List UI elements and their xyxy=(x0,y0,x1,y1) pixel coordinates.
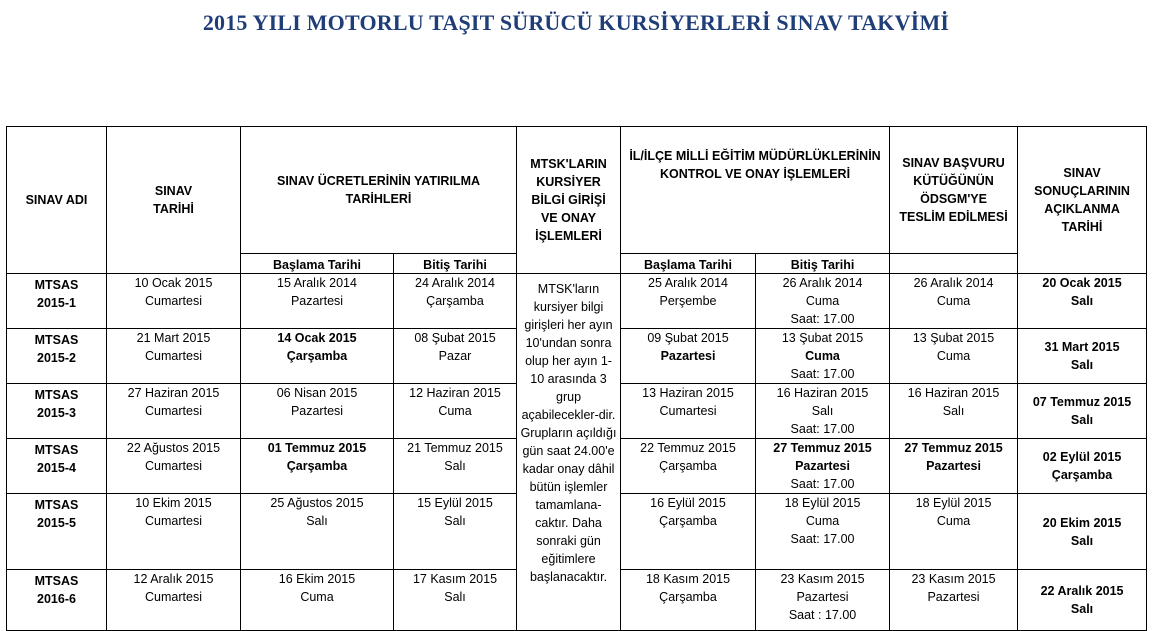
meb-end-cell: 23 Kasım 2015 Pazartesi Saat : 17.00 xyxy=(756,570,890,631)
fee-end-cell: 08 Şubat 2015 Pazar xyxy=(394,329,517,384)
result-cell: 20 Ocak 2015 Salı xyxy=(1018,274,1147,329)
header-meb-control: İL/İLÇE MİLLİ EĞİTİM MÜDÜRLÜKLERİNİN KONTROL VE ONAY İŞLEMLERİ xyxy=(621,127,890,254)
exam-date-cell: 10 Ekim 2015 Cumartesi xyxy=(107,494,241,570)
header-meb-end: Bitiş Tarihi xyxy=(756,254,890,274)
header-mtsk: MTSK'LARIN KURSİYER BİLGİ GİRİŞİ VE ONAY İŞLEMLERİ xyxy=(517,127,621,274)
exam-date-cell: 12 Aralık 2015 Cumartesi xyxy=(107,570,241,631)
exam-name-cell: MTSAS 2015-4 xyxy=(7,439,107,494)
header-row xyxy=(7,127,1147,254)
fee-start-cell: 15 Aralık 2014 Pazartesi xyxy=(241,274,394,329)
exam-name-cell: MTSAS 2015-1 xyxy=(7,274,107,329)
application-cell: 16 Haziran 2015 Salı xyxy=(890,384,1018,439)
header-fee-start: Başlama Tarihi xyxy=(241,254,394,274)
header-exam-date: SINAV TARİHİ xyxy=(107,127,241,274)
fee-start-cell: 01 Temmuz 2015 Çarşamba xyxy=(241,439,394,494)
exam-name-cell: MTSAS 2016-6 xyxy=(7,570,107,631)
exam-name-cell: MTSAS 2015-5 xyxy=(7,494,107,570)
meb-start-cell: 16 Eylül 2015 Çarşamba xyxy=(621,494,756,570)
fee-end-cell: 24 Aralık 2014 Çarşamba xyxy=(394,274,517,329)
fee-end-cell: 12 Haziran 2015 Cuma xyxy=(394,384,517,439)
meb-end-cell: 27 Temmuz 2015 Pazartesi Saat: 17.00 xyxy=(756,439,890,494)
meb-end-cell: 13 Şubat 2015 Cuma Saat: 17.00 xyxy=(756,329,890,384)
application-cell: 27 Temmuz 2015 Pazartesi xyxy=(890,439,1018,494)
page-title: 2015 YILI MOTORLU TAŞIT SÜRÜCÜ KURSİYERLERİ SINAV TAKVİMİ xyxy=(202,10,950,35)
header-application: SINAV BAŞVURU KÜTÜĞÜNÜN ÖDSGM'YE TESLİM EDİLMESİ xyxy=(890,127,1018,254)
fee-start-cell: 14 Ocak 2015 Çarşamba xyxy=(241,329,394,384)
fee-end-cell: 21 Temmuz 2015 Salı xyxy=(394,439,517,494)
fee-end-cell: 17 Kasım 2015 Salı xyxy=(394,570,517,631)
header-fee-payment: SINAV ÜCRETLERİNİN YATIRILMA TARİHLERİ xyxy=(241,127,517,254)
fee-start-cell: 06 Nisan 2015 Pazartesi xyxy=(241,384,394,439)
fee-end-cell: 15 Eylül 2015 Salı xyxy=(394,494,517,570)
table-row xyxy=(7,274,1147,329)
header-exam-name: SINAV ADI xyxy=(7,127,107,274)
exam-schedule-table xyxy=(6,126,1147,631)
application-cell: 18 Eylül 2015 Cuma xyxy=(890,494,1018,570)
header-fee-end: Bitiş Tarihi xyxy=(394,254,517,274)
result-cell: 31 Mart 2015 Salı xyxy=(1018,329,1147,384)
meb-start-cell: 25 Aralık 2014 Perşembe xyxy=(621,274,756,329)
result-cell: 07 Temmuz 2015 Salı xyxy=(1018,384,1147,439)
result-cell: 22 Aralık 2015 Salı xyxy=(1018,570,1147,631)
meb-start-cell: 13 Haziran 2015 Cumartesi xyxy=(621,384,756,439)
meb-end-cell: 26 Aralık 2014 Cuma Saat: 17.00 xyxy=(756,274,890,329)
exam-date-cell: 22 Ağustos 2015 Cumartesi xyxy=(107,439,241,494)
application-cell: 26 Aralık 2014 Cuma xyxy=(890,274,1018,329)
meb-start-cell: 22 Temmuz 2015 Çarşamba xyxy=(621,439,756,494)
fee-start-cell: 25 Ağustos 2015 Salı xyxy=(241,494,394,570)
header-meb-start: Başlama Tarihi xyxy=(621,254,756,274)
meb-end-cell: 16 Haziran 2015 Salı Saat: 17.00 xyxy=(756,384,890,439)
exam-date-cell: 10 Ocak 2015 Cumartesi xyxy=(107,274,241,329)
mtsk-note-cell: MTSK'ların kursiyer bilgi girişleri her ayın 10'undan sonra olup her ayın 1-10 arasında 3 grup açabilecekler-dir. Grupların açıldığı gün saat 24.00'e kadar onay dâhil bütün işlemler tamamlana-caktır. Daha sonraki gün eğitimlere başlanacaktır. xyxy=(517,274,621,631)
result-cell: 20 Ekim 2015 Salı xyxy=(1018,494,1147,570)
header-application-blank xyxy=(890,254,1018,274)
meb-start-cell: 09 Şubat 2015 Pazartesi xyxy=(621,329,756,384)
exam-name-cell: MTSAS 2015-3 xyxy=(7,384,107,439)
exam-name-cell: MTSAS 2015-2 xyxy=(7,329,107,384)
exam-date-cell: 21 Mart 2015 Cumartesi xyxy=(107,329,241,384)
meb-end-cell: 18 Eylül 2015 Cuma Saat: 17.00 xyxy=(756,494,890,570)
result-cell: 02 Eylül 2015 Çarşamba xyxy=(1018,439,1147,494)
application-cell: 13 Şubat 2015 Cuma xyxy=(890,329,1018,384)
exam-date-cell: 27 Haziran 2015 Cumartesi xyxy=(107,384,241,439)
meb-start-cell: 18 Kasım 2015 Çarşamba xyxy=(621,570,756,631)
header-results: SINAV SONUÇLARININ AÇIKLANMA TARİHİ xyxy=(1018,127,1147,274)
application-cell: 23 Kasım 2015 Pazartesi xyxy=(890,570,1018,631)
fee-start-cell: 16 Ekim 2015 Cuma xyxy=(241,570,394,631)
